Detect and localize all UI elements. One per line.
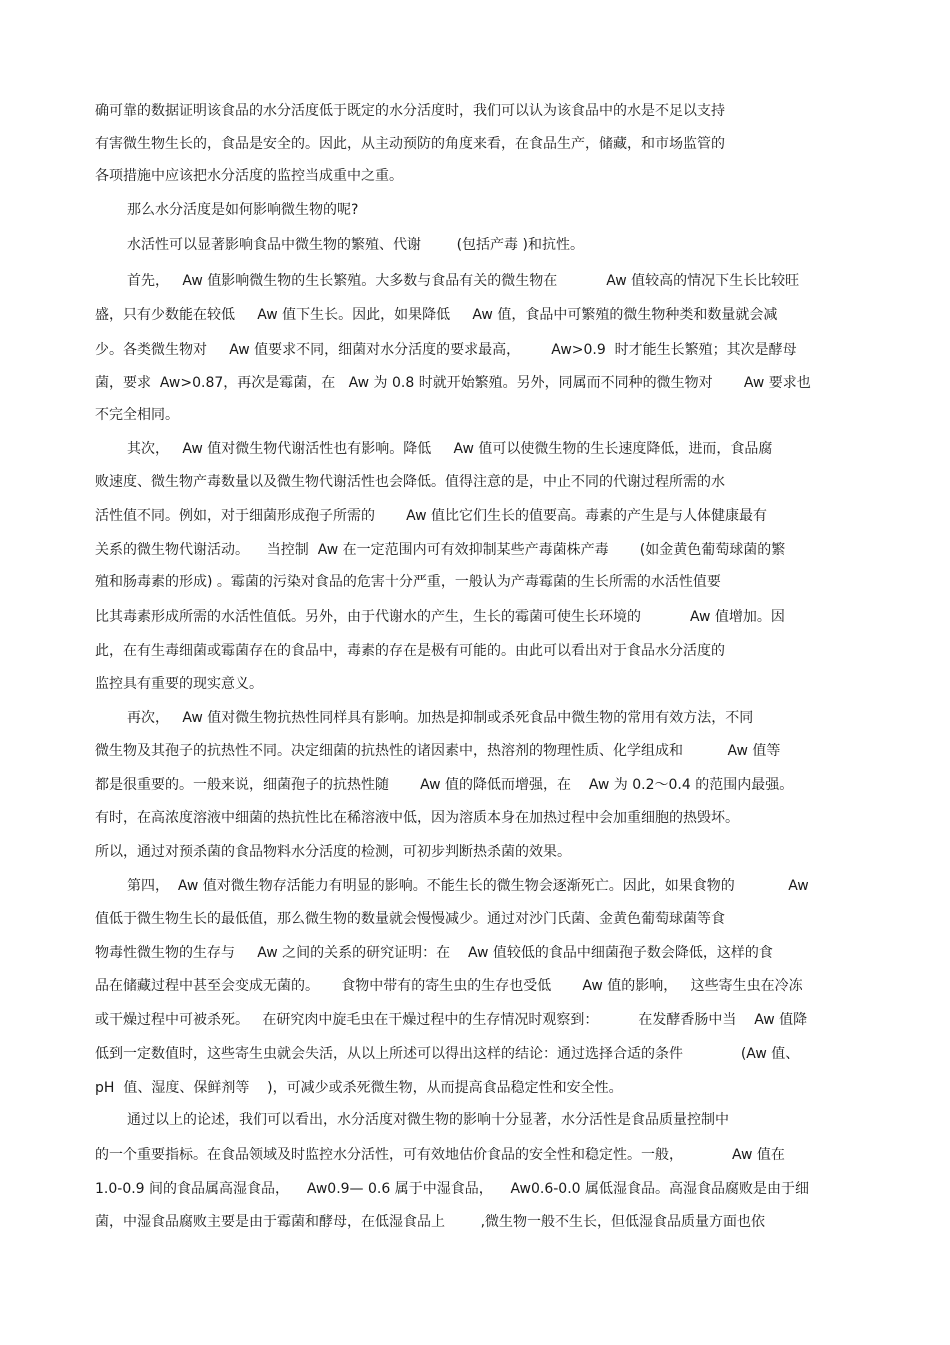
text-line: 或干燥过程中可被杀死。 在研究肉中旋毛虫在干燥过程中的生存情况时观察到： 在发酵香肠中当 Aw 值降 bbox=[95, 1012, 808, 1028]
text-line: 败速度、微生物产毒数量以及微生物代谢活性也会降低。值得注意的是，中止不同的代谢过程所需的水 bbox=[95, 474, 725, 490]
text-line: 物毒性微生物的生存与 Aw 之间的关系的研究证明：在 Aw 值较低的食品中细菌孢子数会降低，这样的食 bbox=[95, 945, 773, 961]
text-line: 微生物及其孢子的抗热性不同。决定细菌的抗热性的诸因素中，热溶剂的物理性质、化学组成和 Aw 值等 bbox=[95, 743, 781, 759]
text-line: 再次， Aw 值对微生物抗热性同样具有影响。加热是抑制或杀死食品中微生物的常用有效方法，不同 bbox=[127, 710, 754, 726]
text-line: 第四， Aw 值对微生物存活能力有明显的影响。不能生长的微生物会逐渐死亡。因此，如果食物的 Aw bbox=[127, 878, 809, 894]
text-line: 有害微生物生长的，食品是安全的。因此，从主动预防的角度来看，在食品生产，储藏，和市场监管的 bbox=[95, 136, 725, 152]
text-line: 确可靠的数据证明该食品的水分活度低于既定的水分活度时，我们可以认为该食品中的水是不足以支持 bbox=[95, 103, 725, 119]
text-line: 少。各类微生物对 Aw 值要求不同，细菌对水分活度的要求最高， Aw>0.9 时才能生长繁殖；其次是酵母 bbox=[95, 342, 797, 358]
text-line: 都是很重要的。一般来说，细菌孢子的抗热性随 Aw 值的降低而增强，在 Aw 为 0.2～0.4 的范围内最强。 bbox=[95, 777, 794, 793]
text-line: 低到一定数值时，这些寄生虫就会失活，从以上所述可以得出这样的结论：通过选择合适的条件 (Aw 值、 bbox=[95, 1046, 800, 1062]
text-line: 所以，通过对预杀菌的食品物料水分活度的检测，可初步判断热杀菌的效果。 bbox=[95, 844, 571, 860]
text-line: 各项措施中应该把水分活度的监控当成重中之重。 bbox=[95, 168, 403, 184]
text-line: 监控具有重要的现实意义。 bbox=[95, 676, 263, 692]
text-line: 值低于微生物生长的最低值，那么微生物的数量就会慢慢减少。通过对沙门氏菌、金黄色葡萄球菌等食 bbox=[95, 911, 725, 927]
text-line: 此，在有生毒细菌或霉菌存在的食品中，毒素的存在是极有可能的。由此可以看出对于食品水分活度的 bbox=[95, 643, 725, 659]
text-line: 菌，要求 Aw>0.87，再次是霉菌，在 Aw 为 0.8 时就开始繁殖。另外，同属而不同种的微生物对 Aw 要求也 bbox=[95, 375, 811, 391]
text-line: 殖和肠毒素的形成) 。霉菌的污染对食品的危害十分严重，一般认为产毒霉菌的生长所需的水活性值要 bbox=[95, 574, 721, 590]
text-line: 其次， Aw 值对微生物代谢活性也有影响。降低 Aw 值可以使微生物的生长速度降低，进而，食品腐 bbox=[127, 441, 773, 457]
text-line: 1.0-0.9 间的食品属高湿食品， Aw0.9— 0.6 属于中湿食品， Aw0.6-0.0 属低湿食品。高湿食品腐败是由于细 bbox=[95, 1181, 810, 1197]
text-line: 盛，只有少数能在较低 Aw 值下生长。因此，如果降低 Aw 值，食品中可繁殖的微生物种类和数量就会减 bbox=[95, 307, 778, 323]
text-line: pH 值、湿度、保鲜剂等 )，可减少或杀死微生物，从而提高食品稳定性和安全性。 bbox=[95, 1080, 623, 1096]
text-line: 菌，中湿食品腐败主要是由于霉菌和酵母，在低湿食品上 ,微生物一般不生长，但低湿食品质量方面也依 bbox=[95, 1214, 766, 1230]
text-line: 水活性可以显著影响食品中微生物的繁殖、代谢 (包括产毒 )和抗性。 bbox=[127, 237, 584, 253]
text-line: 有时，在高浓度溶液中细菌的热抗性比在稀溶液中低，因为溶质本身在加热过程中会加重细胞的热毁坏。 bbox=[95, 810, 739, 826]
text-line: 首先， Aw 值影响微生物的生长繁殖。大多数与食品有关的微生物在 Aw 值较高的情况下生长比较旺 bbox=[127, 273, 800, 289]
text-line: 比其毒素形成所需的水活性值低。另外，由于代谢水的产生，生长的霉菌可使生长环境的 Aw 值增加。因 bbox=[95, 609, 785, 625]
text-line: 那么水分活度是如何影响微生物的呢? bbox=[127, 202, 359, 218]
text-line: 通过以上的论述，我们可以看出，水分活度对微生物的影响十分显著，水分活性是食品质量控制中 bbox=[127, 1112, 729, 1128]
text-line: 活性值不同。例如，对于细菌形成孢子所需的 Aw 值比它们生长的值要高。毒素的产生是与人体健康最有 bbox=[95, 508, 768, 524]
text-line: 关系的微生物代谢活动。 当控制 Aw 在一定范围内可有效抑制某些产毒菌株产毒 (如金黄色葡萄球菌的繁 bbox=[95, 542, 786, 558]
text-line: 不完全相同。 bbox=[95, 407, 179, 423]
text-line: 的一个重要指标。在食品领域及时监控水分活性，可有效地估价食品的安全性和稳定性。一般， Aw 值在 bbox=[95, 1147, 785, 1163]
text-line: 品在储藏过程中甚至会变成无菌的。 食物中带有的寄生虫的生存也受低 Aw 值的影响， 这些寄生虫在冷冻 bbox=[95, 978, 803, 994]
